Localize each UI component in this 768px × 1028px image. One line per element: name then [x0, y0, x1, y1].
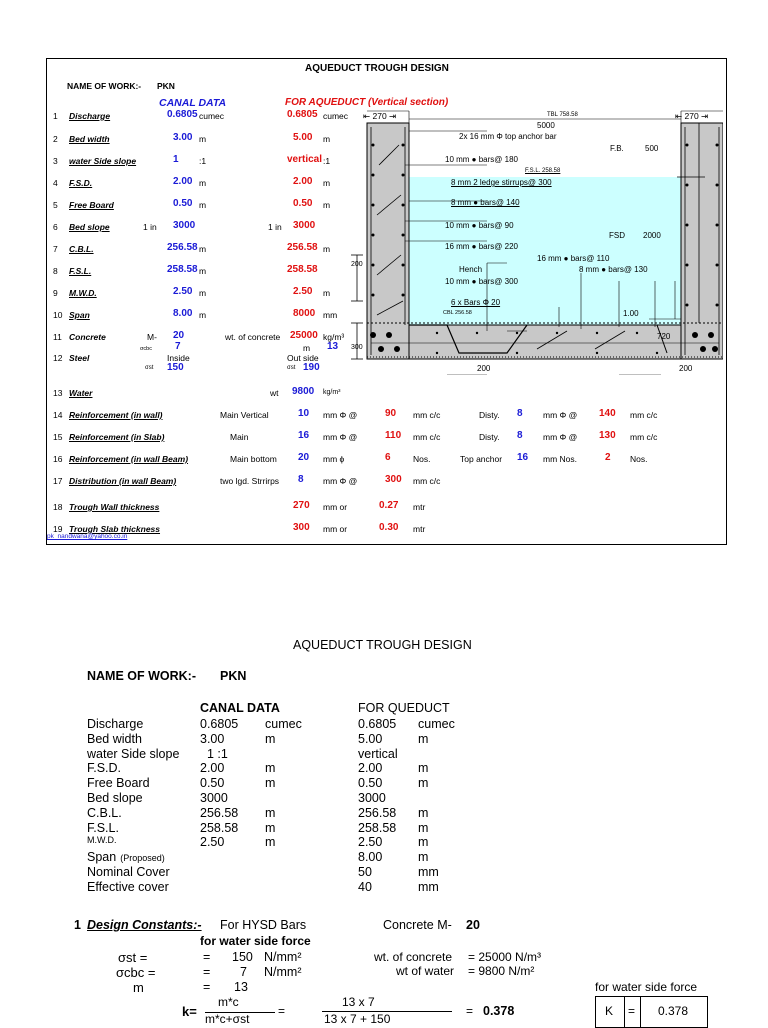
lower-canal-unit: m: [265, 805, 276, 820]
row-number: 12: [53, 353, 63, 363]
dim-one: 1.00: [623, 309, 639, 318]
dia-unit: mm Φ @: [323, 432, 358, 442]
canal-value: 8.00: [173, 308, 193, 319]
tbl-label: TBL 758.58: [547, 112, 578, 118]
row-desc: Main bottom: [230, 454, 277, 464]
k-equals: =: [278, 1004, 286, 1018]
row-label: F.S.L.: [69, 266, 92, 276]
bar-diameter: 10: [298, 408, 310, 419]
row-number: 6: [53, 222, 58, 232]
dim-720: 720: [657, 332, 671, 341]
lower-row-label: [87, 761, 121, 775]
section-heading: Design Constants:-: [87, 918, 202, 932]
lower-canal-value: 2.50: [200, 835, 225, 850]
m-equals: =: [203, 980, 211, 994]
wt-water-label: wt of water: [396, 964, 455, 978]
row-label: C.B.L.: [69, 244, 94, 254]
bottom-200-left: 200: [477, 364, 491, 373]
row-label: Reinforcement (in wall Beam): [69, 454, 189, 464]
disty-spacing-unit: Nos.: [630, 454, 648, 464]
lower-row-label: [87, 806, 122, 820]
lower-aq-value: 2.00: [358, 761, 383, 776]
spacing-unit: mtr: [413, 524, 426, 534]
wt-concrete-value: = 25000 N/m³: [468, 950, 542, 964]
height-200: 200: [351, 261, 363, 268]
spacing-unit: mm c/c: [413, 432, 441, 442]
freeboard-value: 500: [645, 144, 659, 153]
lower-row-label-text: Nominal Cover: [87, 865, 170, 879]
canal-unit: m: [199, 244, 207, 254]
wt-label: wt: [270, 388, 279, 398]
height-300: 300: [351, 344, 363, 351]
lower-aq-unit: m: [418, 805, 429, 820]
lower-aq-unit: cumec: [418, 717, 455, 731]
wt-concrete-unit: kg/m³: [323, 332, 345, 342]
bottom-200-right: 200: [679, 364, 693, 373]
lower-canal-unit: cumec: [265, 717, 302, 731]
bar-spacing: 110: [385, 430, 402, 441]
six-bars-label: 6 x Bars Φ 20: [451, 298, 501, 307]
canal-value: 1: [173, 154, 179, 165]
canal-unit: m: [199, 310, 207, 320]
lower-aq-value: vertical: [358, 746, 398, 761]
row-number: 9: [53, 288, 58, 298]
scbc-value: 7: [175, 341, 181, 352]
lower-row-label-text: Bed slope: [87, 791, 143, 805]
row-label: Bed width: [69, 134, 110, 144]
disty-label: Disty.: [479, 432, 500, 442]
bar-spacing: 90: [385, 408, 397, 419]
bar-spacing: 300: [385, 474, 402, 485]
aqueduct-value: 0.50: [293, 198, 313, 209]
wt-water-value: = 9800 N/m²: [468, 964, 535, 978]
lower-aq-unit: m: [418, 731, 429, 746]
dia-unit: mm or: [323, 524, 348, 534]
disty-label: Disty.: [479, 410, 500, 420]
name-of-work-label: NAME OF WORK:-: [67, 81, 142, 91]
canal-value: 0.50: [173, 198, 193, 209]
lower-aq-value: 256.58: [358, 805, 397, 820]
bars-90-label: 10 mm ● bars@ 90: [445, 221, 514, 230]
bars-140-label: 8 mm ● bars@ 140: [451, 198, 520, 207]
disty-diameter: 8: [517, 408, 523, 419]
canal-unit: m: [199, 178, 207, 188]
row-label: Reinforcement (in wall): [69, 410, 163, 420]
lower-canal-header: CANAL DATA: [200, 701, 280, 715]
spacing-unit: mtr: [413, 502, 426, 512]
outside-label: Out side: [287, 353, 319, 363]
row-number: 11: [53, 332, 62, 342]
lower-row-label-text: Span: [87, 850, 117, 865]
scbc-unit: N/mm²: [264, 965, 302, 979]
canal-unit: m: [199, 200, 207, 210]
row-label: Concrete: [69, 332, 106, 342]
k-result-box: [595, 996, 708, 1028]
lower-row-label: [87, 821, 119, 835]
bar-diameter: 20: [298, 452, 310, 463]
row-label: Bed slope: [69, 222, 110, 232]
canal-unit: :1: [199, 156, 207, 166]
email-link[interactable]: pk_nandwana@yahoo.co.in: [47, 533, 128, 540]
k-label: k=: [182, 1004, 197, 1019]
lower-aq-value: 258.58: [358, 820, 397, 835]
bar-diameter: 16: [298, 430, 310, 441]
row-number: 15: [53, 432, 63, 442]
row-number: 13: [53, 388, 63, 398]
disty-unit: mm Φ @: [543, 432, 578, 442]
lower-row-label: [87, 835, 117, 845]
aqueduct-value: 2.50: [293, 286, 313, 297]
lower-canal-unit: m: [265, 761, 276, 776]
m-value: 13: [234, 980, 248, 994]
row-number: 1: [53, 111, 58, 121]
lower-canal-value: 3000: [200, 791, 228, 805]
lower-canal-value: 0.6805: [200, 717, 239, 731]
dia-unit: mm ϕ: [323, 454, 345, 464]
fsd-value: 2000: [643, 231, 661, 240]
lower-row-label: [87, 880, 169, 894]
row-number: 5: [53, 200, 58, 210]
canal-unit: m: [199, 134, 207, 144]
lower-name-label: NAME OF WORK:-: [87, 669, 197, 683]
disty-label: Top anchor: [460, 454, 503, 464]
disty-spacing-unit: mm c/c: [630, 432, 658, 442]
bar-diameter: 270: [293, 500, 310, 511]
row-number: 8: [53, 266, 58, 276]
lower-row-small: (Proposed): [120, 853, 165, 864]
lower-aq-unit: mm: [418, 879, 439, 894]
lower-row-label-text: Discharge: [87, 717, 144, 731]
lower-row-label: [87, 850, 165, 864]
aqueduct-value: vertical: [287, 154, 323, 165]
disty-spacing-unit: mm c/c: [630, 410, 658, 420]
lower-row-label: [87, 732, 142, 746]
lower-row-label-text: Effective cover: [87, 879, 169, 894]
sst-inside-value: 150: [167, 362, 184, 373]
width-270-right: ⇤ 270 ⇥: [675, 111, 709, 121]
row-number: 4: [53, 178, 58, 188]
bars-130-label: 8 mm ● bars@ 130: [579, 265, 648, 274]
m-label: M-: [147, 332, 157, 342]
water-weight: 9800: [292, 386, 315, 397]
canal-value: 3000: [173, 220, 196, 231]
k-denominator-values: 13 x 7 + 150: [324, 1012, 391, 1026]
disty-spacing: 130: [599, 430, 616, 441]
row-desc: Main: [230, 432, 249, 442]
dia-unit: mm or: [323, 502, 348, 512]
bars-300-label: 10 mm ● bars@ 300: [445, 277, 518, 286]
for-water-label: for water side force: [200, 934, 311, 948]
aqueduct-value: 2.00: [293, 176, 313, 187]
lower-row-label: [87, 776, 150, 790]
lower-aq-unit: m: [418, 776, 429, 791]
row-label: Free Board: [69, 200, 114, 210]
disty-diameter: 16: [517, 452, 529, 463]
dia-unit: mm Φ @: [323, 410, 358, 420]
lower-canal-unit: m: [265, 731, 276, 746]
lower-row-label: [87, 747, 179, 761]
bar-spacing: 0.30: [379, 522, 399, 533]
aqueduct-value: 3000: [293, 220, 316, 231]
lower-row-label: [87, 717, 143, 731]
m-value: 13: [327, 341, 339, 352]
cbl-label: CBL 256.58: [443, 310, 472, 316]
scbc-label: σcbc =: [116, 965, 156, 980]
k-numerator: m*c: [218, 995, 239, 1009]
spacing-unit: mm c/c: [413, 476, 441, 486]
aqueduct-unit: m: [323, 200, 331, 210]
row-label: water Side slope: [69, 156, 137, 166]
m-label-2: m: [303, 343, 311, 353]
disty-spacing: 2: [605, 452, 611, 463]
k-equals-2: =: [466, 1004, 474, 1018]
lower-row-label-text: F.S.D.: [87, 761, 122, 776]
scbc-equals: =: [203, 965, 211, 979]
row-number: 10: [53, 310, 63, 320]
disty-spacing: 140: [599, 408, 616, 419]
row-label: Span: [69, 310, 90, 320]
ledge-stirrups-label: 8 mm 2 ledge stirrups@ 300: [451, 178, 552, 187]
row-number: 2: [53, 134, 58, 144]
aqueduct-unit: :1: [323, 156, 331, 166]
bars-110-label: 16 mm ● bars@ 110: [537, 254, 610, 263]
bars-220-label: 16 mm ● bars@ 220: [445, 242, 518, 251]
spacing-unit: Nos.: [413, 454, 431, 464]
canal-unit: m: [199, 288, 207, 298]
concrete-grade: 20: [173, 330, 185, 341]
for-hysd-label: For HYSD Bars: [220, 918, 307, 932]
k-box-equals: =: [628, 1004, 636, 1018]
width-270-left-value: 270: [372, 111, 387, 121]
scbc-value: 7: [240, 965, 247, 979]
bar-spacing: 6: [385, 452, 391, 463]
row-label: Water: [69, 388, 93, 398]
disty-diameter: 8: [517, 430, 523, 441]
scbc-label: σcbc: [140, 346, 152, 352]
canal-value: 258.58: [167, 264, 198, 275]
row-label: F.S.D.: [69, 178, 93, 188]
k-denominator: m*c+σst: [205, 1012, 250, 1026]
inside-label: Inside: [167, 353, 190, 363]
disty-unit: mm Φ @: [543, 410, 578, 420]
lower-aq-value: 40: [358, 879, 372, 894]
lower-aq-unit: m: [418, 835, 429, 850]
aqueduct-value: 5.00: [293, 132, 313, 143]
k-box-value: 0.378: [658, 1004, 689, 1018]
row-label: Trough Slab thickness: [69, 524, 161, 534]
fsd-label: FSD: [609, 231, 625, 240]
aqueduct-unit: m: [323, 244, 331, 254]
width-270-right-value: 270: [684, 111, 699, 121]
water-unit: kg/m³: [323, 389, 341, 396]
row-number: 18: [53, 502, 63, 512]
sst-label: σst =: [118, 950, 148, 965]
wt-concrete-value: 25000: [290, 330, 318, 341]
row-number: 19: [53, 524, 63, 534]
aqueduct-value: 256.58: [287, 242, 318, 253]
canal-unit: m: [199, 266, 207, 276]
freeboard-label: F.B.: [610, 144, 624, 153]
canal-value: 0.6805: [167, 109, 198, 120]
lower-row-label-text: Free Board: [87, 776, 150, 791]
aqueduct-unit: m: [323, 134, 331, 144]
canal-value: 3.00: [173, 132, 193, 143]
section-number: 1: [74, 918, 81, 932]
lower-title: AQUEDUCT TROUGH DESIGN: [293, 638, 472, 652]
row-desc: two lgd. Strrirps: [220, 476, 280, 486]
k-numerator-values: 13 x 7: [342, 995, 375, 1009]
aqueduct-unit: cumec: [323, 111, 349, 121]
lower-row-label-text: M.W.D.: [87, 835, 117, 846]
lower-aq-unit: m: [418, 850, 429, 865]
row-number: 16: [53, 454, 63, 464]
bar-diameter: 300: [293, 522, 310, 533]
canal-value: 256.58: [167, 242, 198, 253]
sst-equals: =: [203, 950, 211, 964]
lower-canal-unit: m: [265, 820, 276, 835]
lower-name-value: PKN: [220, 669, 247, 683]
canal-value: 2.00: [173, 176, 193, 187]
row-label: M.W.D.: [69, 288, 97, 298]
canal-data-header: CANAL DATA: [159, 97, 227, 109]
lower-row-label-text: C.B.L.: [87, 805, 122, 820]
row-number: 3: [53, 156, 58, 166]
lower-row-label-text: Bed width: [87, 731, 142, 746]
aqueduct-value: 8000: [293, 308, 316, 319]
canal-value: 2.50: [173, 286, 193, 297]
lower-aq-unit: m: [418, 820, 429, 835]
lower-canal-unit: m: [265, 776, 276, 791]
row-desc: Main Vertical: [220, 410, 269, 420]
concrete-label: Concrete M-: [383, 918, 452, 932]
lower-canal-value: 0.50: [200, 776, 225, 791]
lower-aq-unit: m: [418, 761, 429, 776]
aqueduct-unit: m: [323, 178, 331, 188]
lower-aq-value: 0.6805: [358, 717, 397, 731]
lower-row-label-text: water Side slope: [87, 746, 180, 761]
lower-row-label: [87, 791, 143, 805]
row-label: Discharge: [69, 111, 111, 121]
lower-aq-header: FOR QUEDUCT: [358, 701, 450, 715]
concrete-value: 20: [466, 918, 480, 932]
aq-prefix: 1 in: [268, 222, 282, 232]
row-label: Distribution (in wall Beam): [69, 476, 177, 486]
m-label: m: [133, 980, 144, 995]
bars-180-label: 10 mm ● bars@ 180: [445, 155, 518, 164]
lower-aq-value: 2.50: [358, 835, 383, 850]
sst-label: σst: [145, 365, 154, 371]
aqueduct-value: 0.6805: [287, 109, 318, 120]
lower-canal-value: 258.58: [200, 820, 239, 835]
k-result: 0.378: [483, 1004, 515, 1018]
sst-unit: N/mm²: [264, 950, 302, 964]
row-number: 17: [53, 476, 63, 486]
lower-row-label-text: F.S.L.: [87, 820, 119, 835]
row-number: 7: [53, 244, 58, 254]
lower-row-label: [87, 865, 170, 879]
sst-label-2: σst: [287, 365, 296, 371]
bar-diameter: 8: [298, 474, 304, 485]
width-5000: 5000: [537, 121, 555, 130]
row-label: Trough Wall thickness: [69, 502, 160, 512]
lower-aq-value: 50: [358, 865, 372, 879]
aqueduct-header: FOR AQUEDUCT (Vertical section): [285, 97, 449, 108]
sst-value: 150: [232, 950, 253, 964]
bar-spacing: 0.27: [379, 500, 399, 511]
lower-aq-unit: mm: [418, 865, 439, 879]
lower-aq-value: 5.00: [358, 731, 383, 746]
wt-concrete-label: wt. of concrete: [225, 332, 281, 342]
lower-canal-value: 256.58: [200, 805, 239, 820]
sst-outside-value: 190: [303, 362, 320, 373]
anchor-bar-label: 2x 16 mm Φ top anchor bar: [459, 132, 557, 141]
disty-unit: mm Nos.: [543, 454, 577, 464]
design-sheet: [46, 58, 727, 545]
name-of-work-value: PKN: [157, 81, 175, 91]
k-box-label: K: [605, 1004, 614, 1018]
canal-unit: cumec: [199, 111, 225, 121]
spacing-unit: mm c/c: [413, 410, 441, 420]
lower-canal-unit: m: [265, 835, 276, 850]
row-label: Steel: [69, 353, 90, 363]
row-number: 14: [53, 410, 63, 420]
lower-aq-value: 0.50: [358, 776, 383, 791]
aqueduct-unit: m: [323, 288, 331, 298]
dia-unit: mm Φ @: [323, 476, 358, 486]
row-label: Reinforcement (in Slab): [69, 432, 165, 442]
row-prefix: 1 in: [143, 222, 157, 232]
lower-aq-value: 3000: [358, 791, 386, 805]
lower-canal-value: 2.00: [200, 761, 225, 776]
aqueduct-unit: mm: [323, 310, 338, 320]
lower-canal-value: 1 :1: [200, 746, 228, 761]
lower-aq-value: 8.00: [358, 850, 383, 865]
sheet-title: AQUEDUCT TROUGH DESIGN: [305, 63, 449, 74]
k-box-heading: for water side force: [595, 980, 698, 994]
width-270-left: ⇤ 270 ⇥: [363, 111, 397, 121]
fsl-label: F.S.L. 258.58: [525, 168, 561, 174]
wt-concrete-label: wt. of concrete: [374, 950, 453, 964]
hench-label: Hench: [459, 265, 483, 274]
aqueduct-value: 258.58: [287, 264, 318, 275]
lower-canal-value: 3.00: [200, 731, 225, 746]
